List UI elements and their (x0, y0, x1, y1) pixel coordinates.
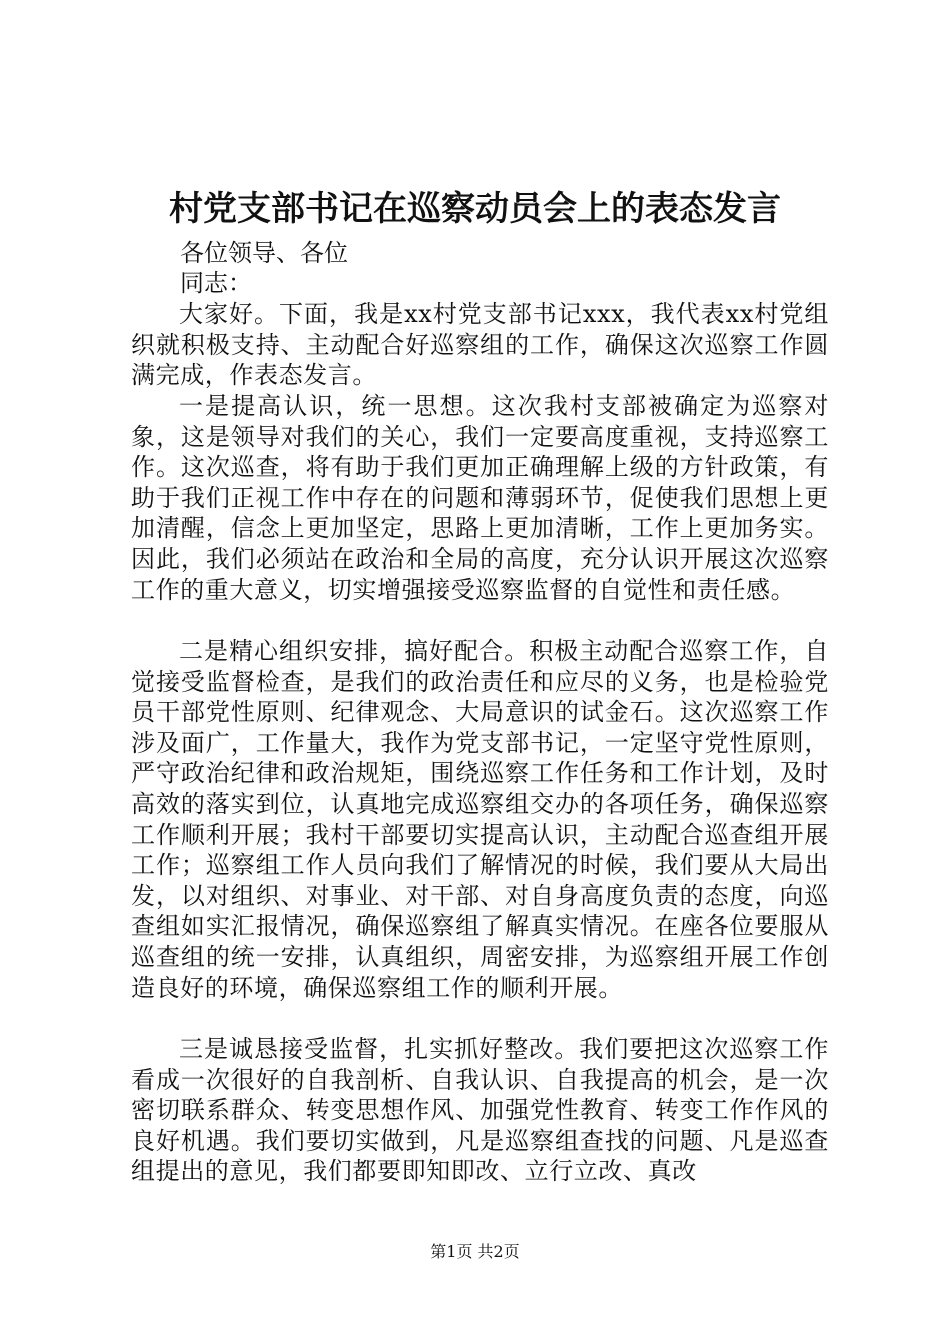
paragraph-greeting: 大家好。下面，我是xx村党支部书记xxx，我代表xx村党组织就积极支持、主动配合好巡察组的工作，确保这次巡察工作圆满完成，作表态发言。 (131, 300, 829, 390)
salutation-line-1: 各位领导、各位 (180, 239, 348, 267)
page-footer: 第1页 共2页 (430, 1242, 520, 1261)
paragraph-point-two: 二是精心组织安排，搞好配合。积极主动配合巡察工作，自觉接受监督检查，是我们的政治责任和应尽的义务，也是检验党员干部党性原则、纪律观念、大局意识的试金石。这次巡察工作涉及面广，工作量大，我作为党支部书记，一定坚守党性原则，严守政治纪律和政治规矩，围绕巡察工作任务和工作计划，及时高效的落实到位，认真地完成巡察组交办的各项任务，确保巡察工作顺利开展；我村干部要切实提高认识，主动配合巡查组开展工作；巡察组工作人员向我们了解情况的时候，我们要从大局出发，以对组织、对事业、对干部、对自身高度负责的态度，向巡查组如实汇报情况，确保巡察组了解真实情况。在座各位要服从巡查组的统一安排，认真组织，周密安排，为巡察组开展工作创造良好的环境，确保巡察组工作的顺利开展。 (131, 637, 829, 1002)
paragraph-point-one: 一是提高认识，统一思想。这次我村支部被确定为巡察对象，这是领导对我们的关心，我们一定要高度重视，支持巡察工作。这次巡查，将有助于我们更加正确理解上级的方针政策，有助于我们正视工作中存在的问题和薄弱环节，促使我们思想上更加清醒，信念上更加坚定，思路上更加清晰，工作上更加务实。因此，我们必须站在政治和全局的高度，充分认识开展这次巡察工作的重大意义，切实增强接受巡察监督的自觉性和责任感。 (131, 392, 829, 604)
document-title: 村党支部书记在巡察动员会上的表态发言 (169, 189, 781, 229)
salutation-line-2: 同志： (180, 269, 252, 297)
paragraph-point-three: 三是诚恳接受监督，扎实抓好整改。我们要把这次巡察工作看成一次很好的自我剖析、自我认识、自我提高的机会，是一次密切联系群众、转变思想作风、加强党性教育、转变工作作风的良好机遇。我们要切实做到，凡是巡察组查找的问题、凡是巡查组提出的意见，我们都要即知即改、立行立改、真改 (131, 1035, 829, 1186)
